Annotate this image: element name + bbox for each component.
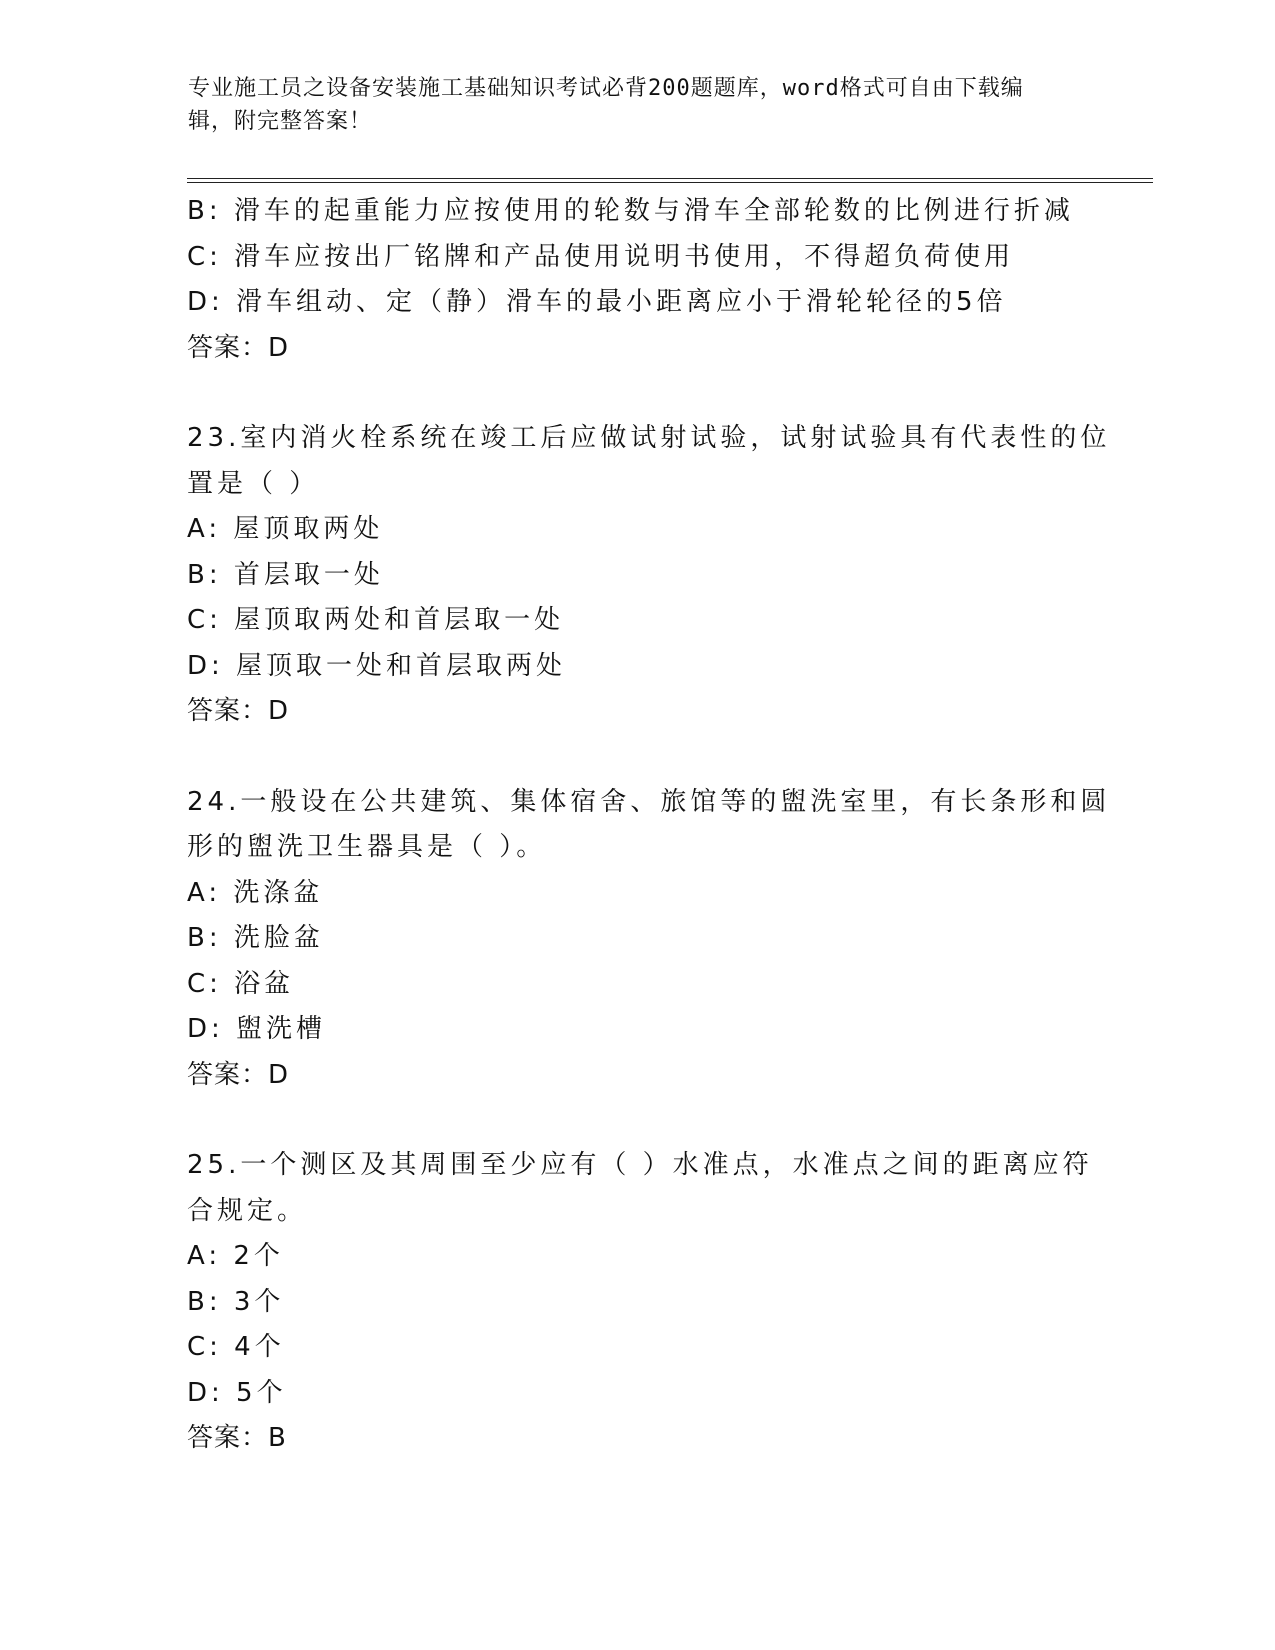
option-c: C: 屋顶取两处和首层取一处 — [187, 605, 565, 635]
answer: 答案：D — [187, 1059, 290, 1090]
previous-question-block — [187, 189, 1087, 371]
option-d: D: 屋顶取一处和首层取两处 — [187, 650, 567, 681]
answer: 答案：D — [187, 696, 290, 726]
header-divider-top — [187, 178, 1153, 179]
question-23 — [187, 416, 1111, 735]
header-divider-bottom — [187, 182, 1153, 183]
option-b: B: 滑车的起重能力应按使用的轮数与滑车全部轮数的比例进行折减 — [187, 196, 1074, 226]
option-c: C: 4个 — [187, 1332, 285, 1362]
question-text-line-2: 形的盥洗卫生器具是（ ）。 — [187, 832, 547, 862]
question-list — [187, 189, 1111, 1462]
option-b: B: 洗脸盆 — [187, 923, 324, 953]
document-header: 专业施工员之设备安装施工基础知识考试必背200题题库，word格式可自由下载编辑，附完整答案！ — [188, 76, 1024, 134]
option-c: C: 浴盆 — [187, 968, 295, 999]
answer: 答案：B — [187, 1423, 287, 1453]
option-d: D: 盥洗槽 — [187, 1014, 327, 1044]
option-a: A: 洗涤盆 — [187, 877, 324, 908]
option-b: B: 首层取一处 — [187, 559, 384, 590]
question-text-line-2: 置是（ ） — [187, 468, 320, 499]
question-text-line-1: 25.一个测区及其周围至少应有（ ）水准点，水准点之间的距离应符 — [187, 1150, 1093, 1180]
option-d: D: 滑车组动、定（静）滑车的最小距离应小于滑轮轮径的5倍 — [187, 287, 1007, 317]
option-c: C: 滑车应按出厂铭牌和产品使用说明书使用，不得超负荷使用 — [187, 241, 1015, 272]
question-25 — [187, 1143, 1093, 1462]
question-text-line-1: 23.室内消火栓系统在竣工后应做试射试验，试射试验具有代表性的位 — [187, 423, 1111, 453]
question-text-line-1: 24.一般设在公共建筑、集体宿舍、旅馆等的盥洗室里，有长条形和圆 — [187, 786, 1111, 817]
answer: 答案：D — [187, 332, 290, 363]
option-a: A: 屋顶取两处 — [187, 514, 384, 544]
question-text-line-2: 合规定。 — [187, 1195, 308, 1226]
question-24 — [187, 780, 1111, 1099]
option-a: A: 2个 — [187, 1241, 284, 1271]
option-d: D: 5个 — [187, 1377, 287, 1408]
option-b: B: 3个 — [187, 1286, 285, 1317]
